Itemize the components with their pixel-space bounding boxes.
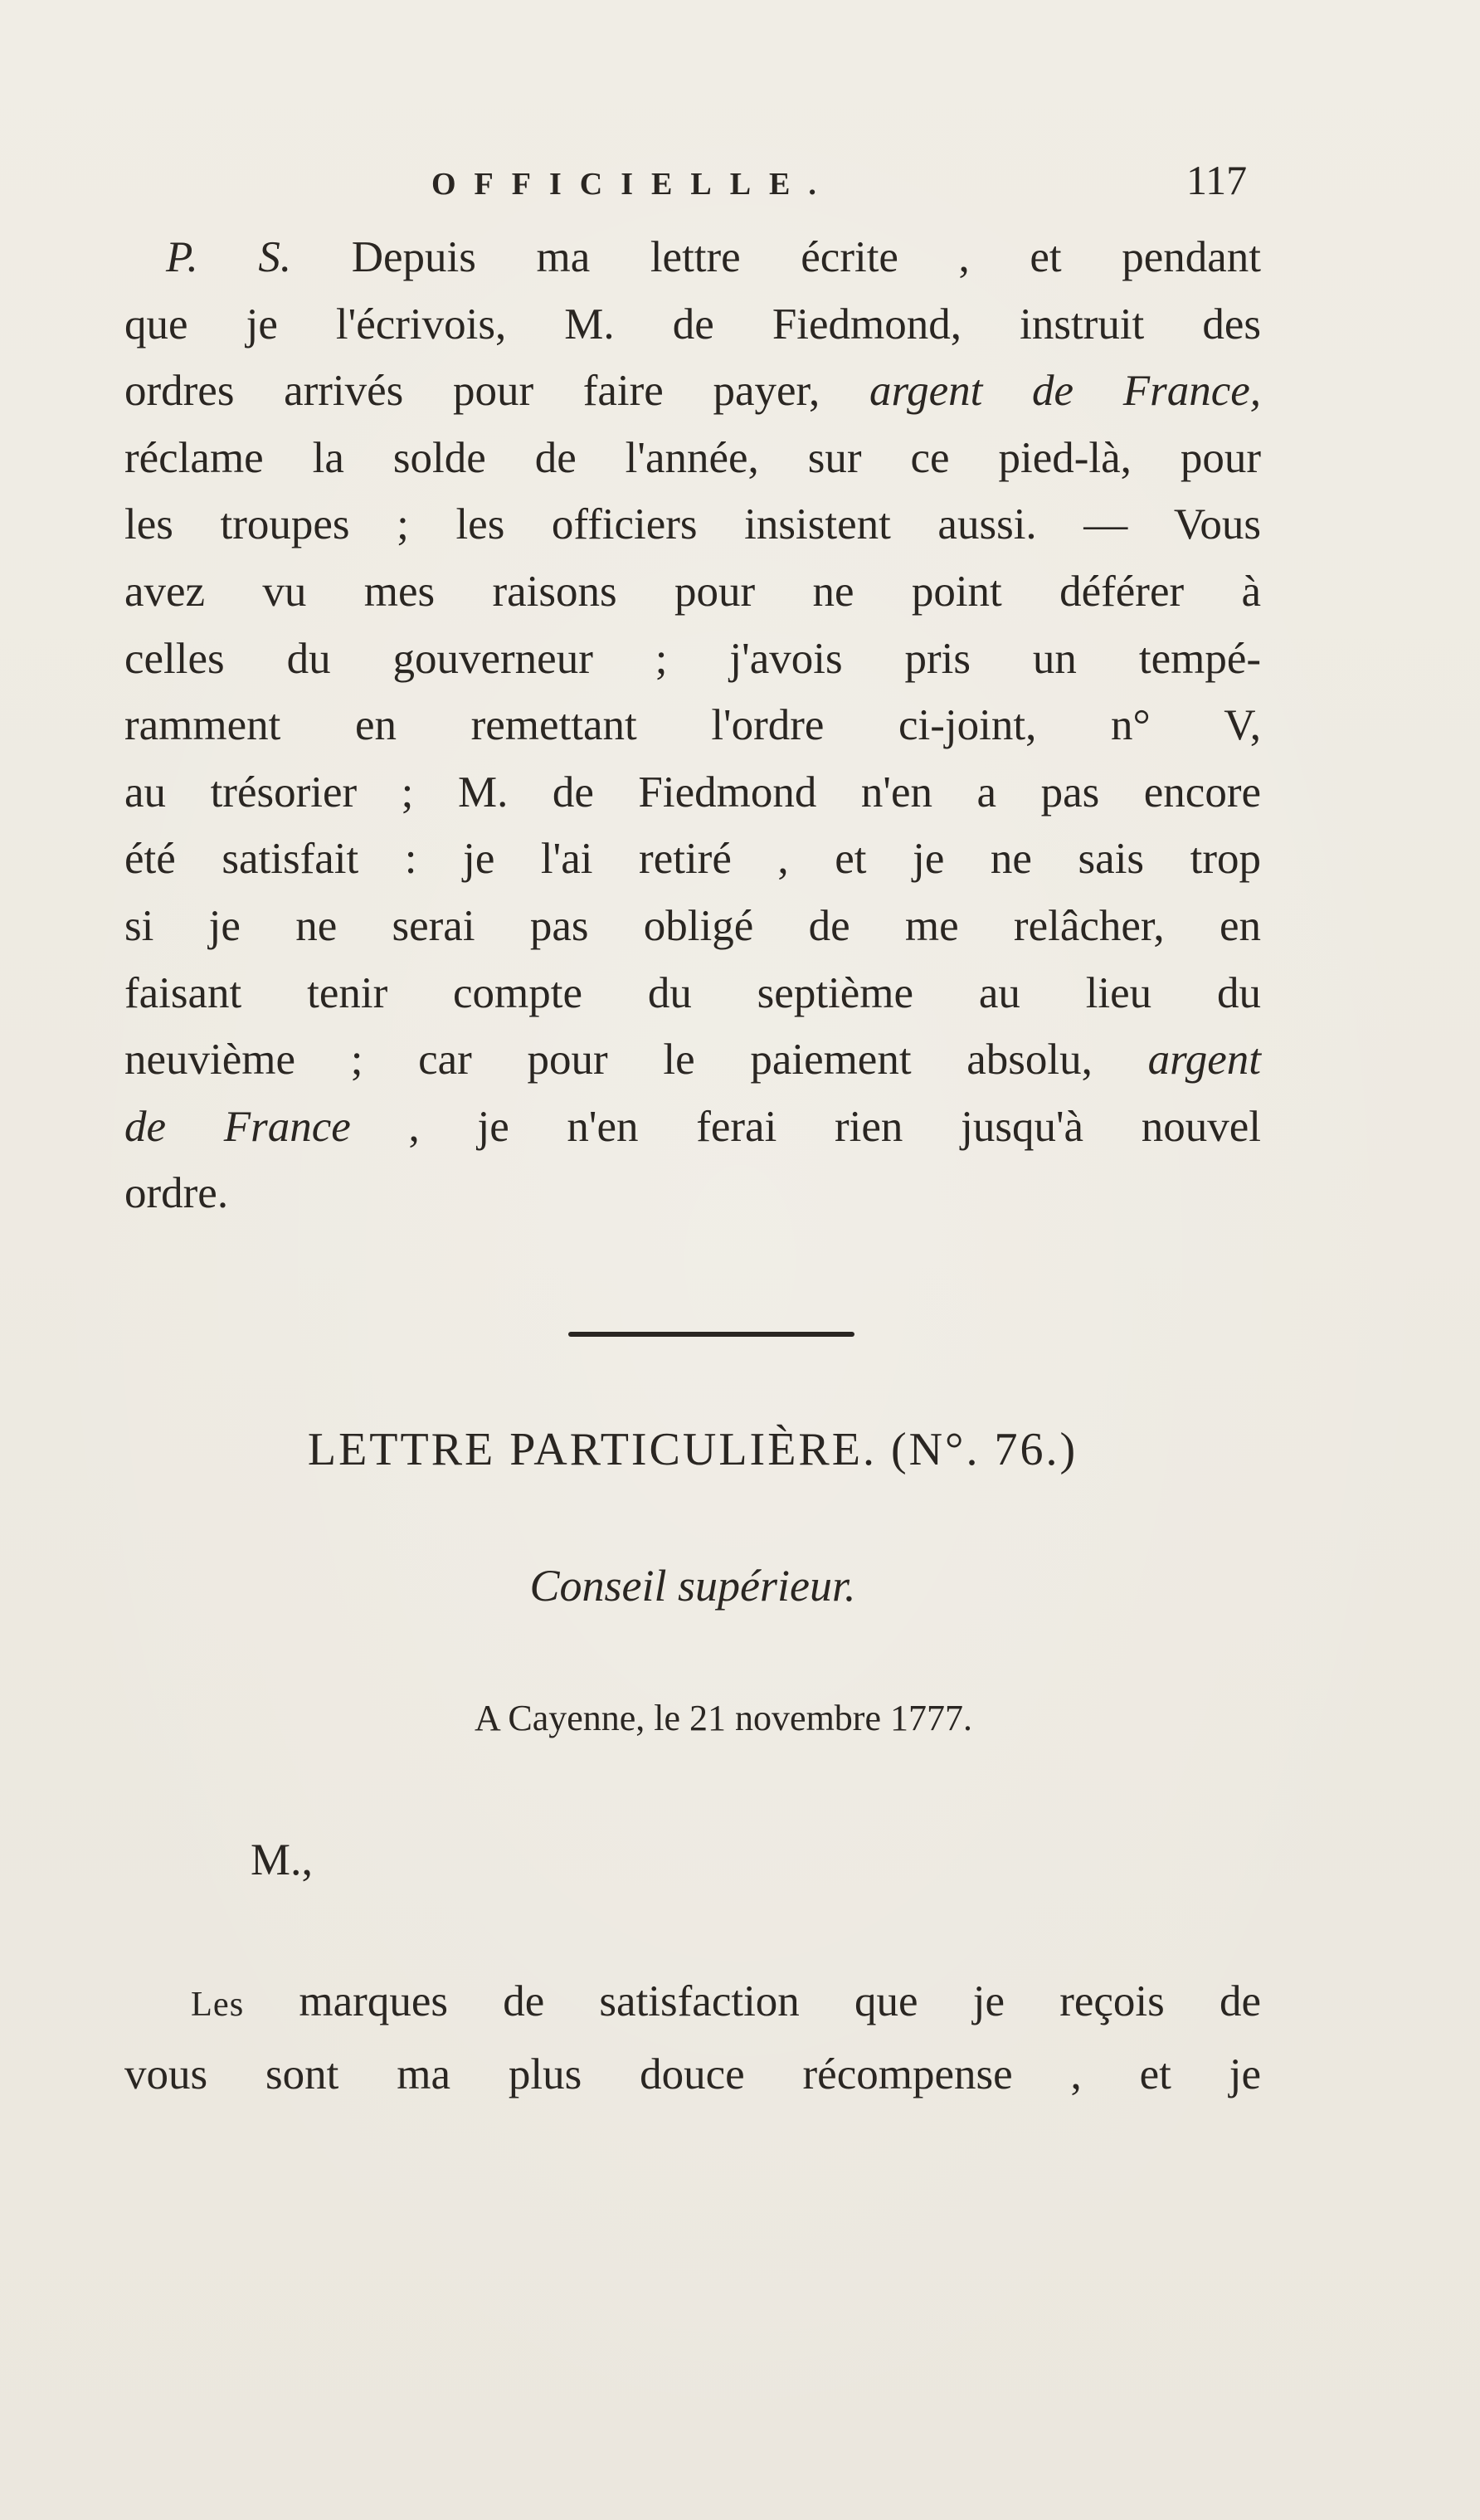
- italic-text: P. S.: [166, 233, 292, 281]
- text-run: vous sont ma plus douce récompense , et je: [124, 2050, 1261, 2098]
- text-line: [124, 692, 1261, 759]
- text-line: [124, 291, 1261, 358]
- text-run: , je n'en ferai rien jusqu'à nouvel: [350, 1102, 1262, 1151]
- text-run: Depuis ma lettre écrite , et pendant: [291, 233, 1261, 281]
- text-line: [124, 425, 1261, 492]
- letter-body-paragraph: [124, 1965, 1261, 2111]
- text-run: les troupes ; les officiers insistent aussi. — Vous: [124, 500, 1261, 549]
- text-line: [124, 893, 1261, 960]
- postscript-paragraph: [124, 224, 1261, 1227]
- text-line: [124, 224, 1261, 291]
- text-run: ramment en remettant l'ordre ci-joint, n° V,: [124, 701, 1261, 750]
- letter-salutation: M.,: [251, 1835, 314, 1884]
- text-line: [124, 1094, 1261, 1161]
- text-line: [124, 960, 1261, 1027]
- letter-subtitle: Conseil supérieur.: [529, 1561, 856, 1611]
- text-run: avez vu mes raisons pour ne point déférer à: [124, 567, 1261, 616]
- opening-word: Les: [191, 1985, 245, 2024]
- text-line: [124, 1160, 1261, 1227]
- letter-dateline: A Cayenne, le 21 novembre 1777.: [475, 1698, 972, 1738]
- section-divider-rule: [568, 1332, 854, 1337]
- text-line: [124, 2038, 1261, 2111]
- text-line: [124, 558, 1261, 626]
- text-run: celles du gouverneur ; j'avois pris un tempé-: [124, 634, 1261, 683]
- italic-text: argent: [1147, 1036, 1261, 1085]
- text-run: été satisfait : je l'ai retiré , et je ne sais trop: [124, 835, 1261, 884]
- text-run: que je l'écrivois, M. de Fiedmond, instruit des: [124, 300, 1261, 349]
- text-line: [124, 491, 1261, 558]
- text-line: [124, 1965, 1261, 2038]
- italic-text: argent de France,: [869, 367, 1261, 416]
- text-run: au trésorier ; M. de Fiedmond n'en a pas encore: [124, 768, 1261, 816]
- text-line: [124, 358, 1261, 425]
- page-number: 117: [1186, 157, 1248, 203]
- text-run: faisant tenir compte du septième au lieu du: [124, 968, 1261, 1017]
- text-line: [124, 826, 1261, 893]
- text-run: neuvième ; car pour le paiement absolu,: [124, 1036, 1148, 1085]
- text-run: réclame la solde de l'année, sur ce pied-là, pour: [124, 433, 1261, 482]
- text-line: [124, 1026, 1261, 1094]
- running-head: OFFICIELLE.: [431, 167, 835, 202]
- text-line: [124, 626, 1261, 693]
- text-line: [124, 759, 1261, 826]
- letter-heading: LETTRE PARTICULIÈRE. (N°. 76.): [307, 1424, 1078, 1475]
- text-run: ordre.: [124, 1169, 229, 1218]
- italic-text: de France: [124, 1102, 351, 1151]
- text-run: marques de satisfaction que je reçois de: [244, 1977, 1261, 2025]
- text-run: si je ne serai pas obligé de me relâcher, en: [124, 901, 1261, 950]
- text-run: ordres arrivés pour faire payer,: [124, 367, 869, 416]
